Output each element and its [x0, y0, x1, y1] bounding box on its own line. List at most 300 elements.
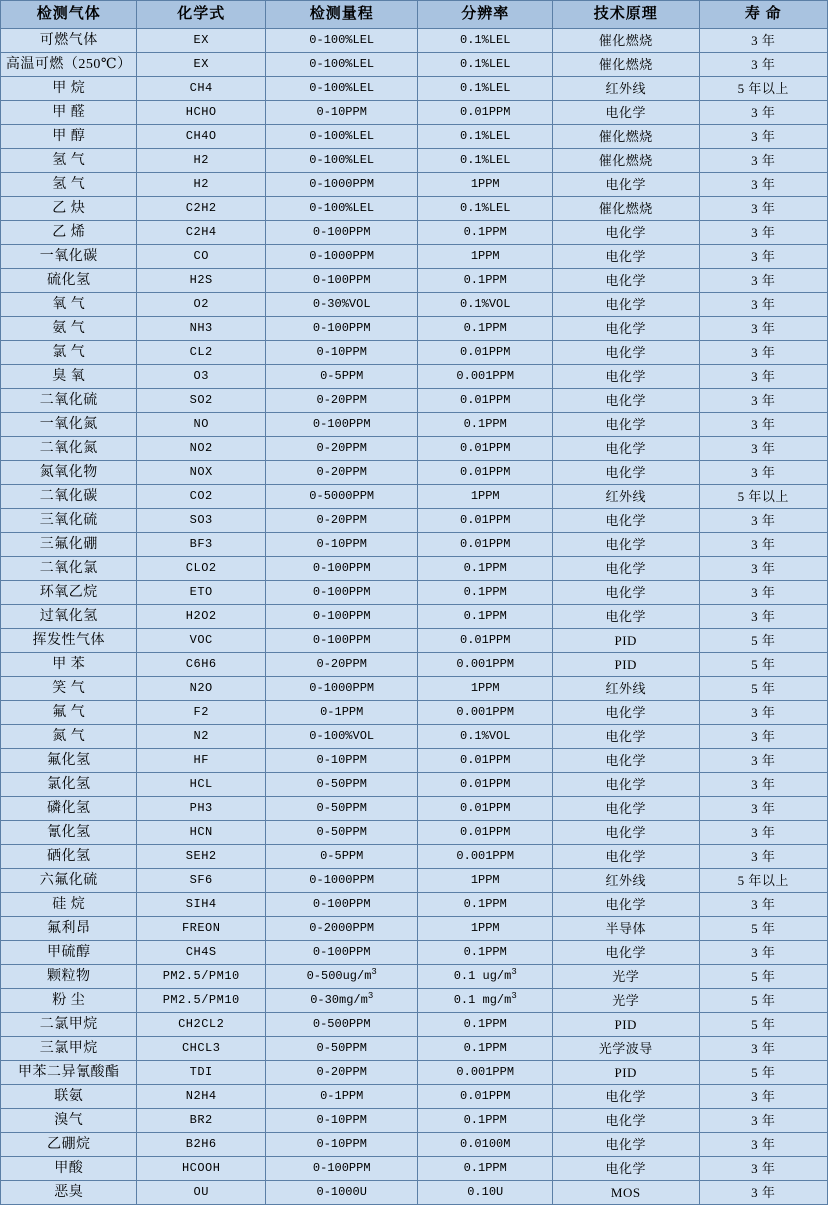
table-row [1, 797, 828, 821]
table-row [1, 989, 828, 1013]
table-row [1, 557, 828, 581]
cell-technology: 电化学 [552, 389, 699, 413]
cell-formula: H2 [137, 173, 265, 197]
cell-resolution: 0.1PPM [418, 317, 552, 341]
cell-range: 0-100PPM [265, 413, 418, 437]
cell-gas-name: 氟 气 [1, 701, 137, 725]
cell-resolution: 0.01PPM [418, 389, 552, 413]
table-row [1, 149, 828, 173]
cell-technology: 红外线 [552, 677, 699, 701]
cell-formula: PM2.5/PM10 [137, 965, 265, 989]
table-row [1, 365, 828, 389]
cell-life: 3 年 [699, 605, 828, 629]
cell-gas-name: 氢 气 [1, 149, 137, 173]
cell-range: 0-20PPM [265, 1061, 418, 1085]
cell-range: 0-100PPM [265, 1157, 418, 1181]
cell-formula: H2 [137, 149, 265, 173]
cell-technology: 电化学 [552, 365, 699, 389]
cell-life: 5 年 [699, 1013, 828, 1037]
table-row [1, 941, 828, 965]
cell-technology: 电化学 [552, 413, 699, 437]
cell-resolution: 0.01PPM [418, 1085, 552, 1109]
cell-technology: 催化燃烧 [552, 197, 699, 221]
table-header-row [1, 1, 828, 29]
cell-resolution: 0.1PPM [418, 1109, 552, 1133]
cell-life: 3 年 [699, 893, 828, 917]
cell-life: 3 年 [699, 413, 828, 437]
cell-technology: 催化燃烧 [552, 53, 699, 77]
cell-life: 3 年 [699, 53, 828, 77]
table-row [1, 677, 828, 701]
cell-range: 0-10PPM [265, 101, 418, 125]
cell-technology: 电化学 [552, 701, 699, 725]
cell-technology: 电化学 [552, 245, 699, 269]
cell-life: 3 年 [699, 1181, 828, 1205]
cell-formula: CHCL3 [137, 1037, 265, 1061]
cell-gas-name: 氯 气 [1, 341, 137, 365]
cell-resolution: 0.001PPM [418, 365, 552, 389]
cell-range: 0-1000PPM [265, 677, 418, 701]
cell-formula: C2H4 [137, 221, 265, 245]
cell-technology: 电化学 [552, 581, 699, 605]
table-row [1, 821, 828, 845]
table-row [1, 725, 828, 749]
cell-range: 0-500PPM [265, 1013, 418, 1037]
cell-life: 3 年 [699, 437, 828, 461]
header-resolution: 分辨率 [418, 1, 552, 29]
table-row [1, 341, 828, 365]
cell-range: 0-10PPM [265, 1109, 418, 1133]
cell-gas-name: 三氯甲烷 [1, 1037, 137, 1061]
cell-range: 0-100%LEL [265, 149, 418, 173]
cell-gas-name: 氢 气 [1, 173, 137, 197]
cell-formula: CH4O [137, 125, 265, 149]
cell-technology: 电化学 [552, 341, 699, 365]
cell-life: 3 年 [699, 557, 828, 581]
cell-range: 0-100%VOL [265, 725, 418, 749]
cell-technology: 红外线 [552, 77, 699, 101]
cell-gas-name: 溴气 [1, 1109, 137, 1133]
cell-resolution: 0.01PPM [418, 341, 552, 365]
cell-technology: 催化燃烧 [552, 29, 699, 53]
cell-formula: H2S [137, 269, 265, 293]
cell-gas-name: 氮氧化物 [1, 461, 137, 485]
cell-resolution: 0.1PPM [418, 941, 552, 965]
cell-life: 3 年 [699, 773, 828, 797]
cell-formula: FREON [137, 917, 265, 941]
cell-resolution: 0.01PPM [418, 101, 552, 125]
cell-technology: 电化学 [552, 461, 699, 485]
cell-gas-name: 甲苯二异氰酸酯 [1, 1061, 137, 1085]
cell-gas-name: 三氧化硫 [1, 509, 137, 533]
table-row [1, 653, 828, 677]
table-row [1, 869, 828, 893]
cell-formula: CO [137, 245, 265, 269]
cell-gas-name: 乙 烯 [1, 221, 137, 245]
cell-life: 3 年 [699, 365, 828, 389]
cell-gas-name: 联氨 [1, 1085, 137, 1109]
cell-formula: SO2 [137, 389, 265, 413]
cell-formula: PM2.5/PM10 [137, 989, 265, 1013]
cell-gas-name: 乙 炔 [1, 197, 137, 221]
cell-formula: PH3 [137, 797, 265, 821]
cell-formula: TDI [137, 1061, 265, 1085]
cell-range: 0-20PPM [265, 509, 418, 533]
cell-gas-name: 氮 气 [1, 725, 137, 749]
cell-resolution: 0.1PPM [418, 269, 552, 293]
cell-gas-name: 挥发性气体 [1, 629, 137, 653]
cell-gas-name: 可燃气体 [1, 29, 137, 53]
cell-range: 0-10PPM [265, 533, 418, 557]
cell-gas-name: 甲 烷 [1, 77, 137, 101]
table-row [1, 581, 828, 605]
cell-gas-name: 二氧化氮 [1, 437, 137, 461]
cell-range: 0-50PPM [265, 821, 418, 845]
table-row [1, 1037, 828, 1061]
table-row [1, 509, 828, 533]
cell-technology: 红外线 [552, 485, 699, 509]
cell-life: 3 年 [699, 1133, 828, 1157]
cell-technology: PID [552, 629, 699, 653]
cell-resolution: 1PPM [418, 485, 552, 509]
cell-formula: NOX [137, 461, 265, 485]
cell-technology: 电化学 [552, 173, 699, 197]
cell-resolution: 1PPM [418, 677, 552, 701]
cell-technology: 电化学 [552, 533, 699, 557]
cell-resolution: 0.1PPM [418, 581, 552, 605]
table-row [1, 461, 828, 485]
cell-technology: 半导体 [552, 917, 699, 941]
cell-gas-name: 三氟化硼 [1, 533, 137, 557]
cell-technology: 电化学 [552, 749, 699, 773]
cell-resolution: 0.1PPM [418, 557, 552, 581]
cell-technology: 光学波导 [552, 1037, 699, 1061]
cell-life: 5 年 [699, 677, 828, 701]
table-body [1, 29, 828, 1205]
cell-resolution: 0.1PPM [418, 893, 552, 917]
table-row [1, 389, 828, 413]
cell-resolution: 0.1PPM [418, 1157, 552, 1181]
cell-formula: N2 [137, 725, 265, 749]
cell-technology: 电化学 [552, 293, 699, 317]
cell-life: 5 年以上 [699, 77, 828, 101]
cell-technology: 电化学 [552, 1085, 699, 1109]
cell-gas-name: 笑 气 [1, 677, 137, 701]
header-gas-name: 检测气体 [1, 1, 137, 29]
cell-resolution: 0.001PPM [418, 845, 552, 869]
cell-range: 0-100PPM [265, 221, 418, 245]
cell-range: 0-30%VOL [265, 293, 418, 317]
cell-range: 0-1000PPM [265, 869, 418, 893]
cell-gas-name: 甲酸 [1, 1157, 137, 1181]
cell-formula: NH3 [137, 317, 265, 341]
cell-resolution: 0.10U [418, 1181, 552, 1205]
cell-technology: 催化燃烧 [552, 149, 699, 173]
cell-life: 3 年 [699, 245, 828, 269]
cell-formula: BR2 [137, 1109, 265, 1133]
cell-gas-name: 二氯甲烷 [1, 1013, 137, 1037]
table-row [1, 605, 828, 629]
cell-technology: 电化学 [552, 845, 699, 869]
cell-formula: NO2 [137, 437, 265, 461]
cell-technology: PID [552, 1013, 699, 1037]
cell-resolution: 0.01PPM [418, 509, 552, 533]
cell-technology: 电化学 [552, 437, 699, 461]
cell-technology: 电化学 [552, 221, 699, 245]
cell-formula: HCOOH [137, 1157, 265, 1181]
cell-technology: 电化学 [552, 1133, 699, 1157]
table-row [1, 1013, 828, 1037]
cell-gas-name: 甲 醛 [1, 101, 137, 125]
cell-resolution: 0.1PPM [418, 413, 552, 437]
cell-gas-name: 甲硫醇 [1, 941, 137, 965]
table-row [1, 893, 828, 917]
cell-life: 3 年 [699, 845, 828, 869]
cell-range: 0-1000U [265, 1181, 418, 1205]
table-row [1, 845, 828, 869]
table-row [1, 1157, 828, 1181]
cell-gas-name: 磷化氢 [1, 797, 137, 821]
cell-gas-name: 硅 烷 [1, 893, 137, 917]
cell-life: 3 年 [699, 941, 828, 965]
cell-formula: HF [137, 749, 265, 773]
cell-technology: 电化学 [552, 893, 699, 917]
table-row [1, 317, 828, 341]
cell-formula: CO2 [137, 485, 265, 509]
cell-resolution: 0.1 $ug/m^3$ [418, 965, 552, 989]
table-row [1, 1133, 828, 1157]
cell-life: 3 年 [699, 1085, 828, 1109]
cell-life: 3 年 [699, 293, 828, 317]
cell-life: 3 年 [699, 581, 828, 605]
cell-life: 3 年 [699, 173, 828, 197]
cell-gas-name: 氧 气 [1, 293, 137, 317]
cell-range: 0-5PPM [265, 365, 418, 389]
table-row [1, 125, 828, 149]
cell-life: 3 年 [699, 125, 828, 149]
cell-range: 0-20PPM [265, 437, 418, 461]
cell-life: 3 年 [699, 1157, 828, 1181]
cell-formula: HCHO [137, 101, 265, 125]
table-row [1, 293, 828, 317]
cell-formula: NO [137, 413, 265, 437]
cell-gas-name: 过氧化氢 [1, 605, 137, 629]
cell-technology: MOS [552, 1181, 699, 1205]
cell-range: 0-1PPM [265, 1085, 418, 1109]
table-row [1, 1181, 828, 1205]
cell-gas-name: 环氧乙烷 [1, 581, 137, 605]
cell-formula: SF6 [137, 869, 265, 893]
cell-formula: O2 [137, 293, 265, 317]
table-row [1, 701, 828, 725]
cell-gas-name: 硫化氢 [1, 269, 137, 293]
cell-resolution: 0.1%VOL [418, 293, 552, 317]
cell-resolution: 0.001PPM [418, 1061, 552, 1085]
cell-formula: VOC [137, 629, 265, 653]
table-row [1, 53, 828, 77]
cell-formula: SO3 [137, 509, 265, 533]
cell-technology: 电化学 [552, 1157, 699, 1181]
cell-resolution: 0.01PPM [418, 773, 552, 797]
cell-formula: O3 [137, 365, 265, 389]
cell-gas-name: 高温可燃（250℃） [1, 53, 137, 77]
cell-gas-name: 颗粒物 [1, 965, 137, 989]
cell-formula: EX [137, 29, 265, 53]
cell-technology: 电化学 [552, 821, 699, 845]
cell-life: 3 年 [699, 341, 828, 365]
cell-gas-name: 氟利昂 [1, 917, 137, 941]
cell-range: 0-100PPM [265, 893, 418, 917]
cell-formula: CH2CL2 [137, 1013, 265, 1037]
cell-life: 3 年 [699, 821, 828, 845]
cell-range: 0-100PPM [265, 557, 418, 581]
cell-technology: 电化学 [552, 773, 699, 797]
table-row [1, 1085, 828, 1109]
cell-resolution: 0.1%LEL [418, 77, 552, 101]
cell-life: 3 年 [699, 533, 828, 557]
cell-range: $0-30mg/m^3$ [265, 989, 418, 1013]
cell-life: 3 年 [699, 749, 828, 773]
cell-resolution: 1PPM [418, 869, 552, 893]
cell-range: 0-20PPM [265, 389, 418, 413]
cell-range: 0-100%LEL [265, 77, 418, 101]
table-row [1, 413, 828, 437]
cell-life: 3 年 [699, 197, 828, 221]
cell-range: 0-5000PPM [265, 485, 418, 509]
cell-resolution: 0.1%LEL [418, 197, 552, 221]
cell-life: 5 年 [699, 989, 828, 1013]
cell-formula: B2H6 [137, 1133, 265, 1157]
cell-technology: 光学 [552, 965, 699, 989]
cell-range: 0-100PPM [265, 269, 418, 293]
cell-technology: 电化学 [552, 941, 699, 965]
cell-technology: 电化学 [552, 605, 699, 629]
cell-range: $0-500ug/m^3$ [265, 965, 418, 989]
cell-range: 0-100PPM [265, 581, 418, 605]
header-formula: 化学式 [137, 1, 265, 29]
cell-range: 0-100%LEL [265, 197, 418, 221]
cell-range: 0-2000PPM [265, 917, 418, 941]
cell-formula: N2H4 [137, 1085, 265, 1109]
table-row [1, 197, 828, 221]
cell-resolution: 1PPM [418, 917, 552, 941]
table-row [1, 533, 828, 557]
header-life: 寿 命 [699, 1, 828, 29]
cell-life: 5 年 [699, 1061, 828, 1085]
cell-formula: CH4 [137, 77, 265, 101]
cell-life: 3 年 [699, 101, 828, 125]
cell-life: 5 年 [699, 629, 828, 653]
cell-resolution: 0.0100M [418, 1133, 552, 1157]
cell-life: 5 年 [699, 653, 828, 677]
cell-resolution: 0.01PPM [418, 437, 552, 461]
cell-formula: C6H6 [137, 653, 265, 677]
table-row [1, 29, 828, 53]
cell-range: 0-10PPM [265, 1133, 418, 1157]
table-row [1, 269, 828, 293]
cell-life: 3 年 [699, 509, 828, 533]
table-row [1, 965, 828, 989]
cell-gas-name: 恶臭 [1, 1181, 137, 1205]
cell-technology: 光学 [552, 989, 699, 1013]
cell-formula: N2O [137, 677, 265, 701]
table-row [1, 749, 828, 773]
cell-life: 3 年 [699, 461, 828, 485]
cell-formula: SEH2 [137, 845, 265, 869]
cell-resolution: 0.1%LEL [418, 53, 552, 77]
table-row [1, 1061, 828, 1085]
cell-resolution: 0.01PPM [418, 533, 552, 557]
header-technology: 技术原理 [552, 1, 699, 29]
cell-gas-name: 一氧化碳 [1, 245, 137, 269]
cell-range: 0-50PPM [265, 1037, 418, 1061]
cell-life: 3 年 [699, 797, 828, 821]
cell-range: 0-1000PPM [265, 245, 418, 269]
cell-technology: 电化学 [552, 509, 699, 533]
cell-formula: ETO [137, 581, 265, 605]
cell-technology: 电化学 [552, 725, 699, 749]
header-range: 检测量程 [265, 1, 418, 29]
cell-resolution: 0.1PPM [418, 605, 552, 629]
cell-life: 3 年 [699, 221, 828, 245]
table-row [1, 485, 828, 509]
cell-resolution: 0.1 $mg/m^3$ [418, 989, 552, 1013]
cell-life: 5 年 [699, 965, 828, 989]
cell-resolution: 0.1PPM [418, 1013, 552, 1037]
cell-formula: CL2 [137, 341, 265, 365]
table-row [1, 245, 828, 269]
table-row [1, 173, 828, 197]
cell-range: 0-10PPM [265, 749, 418, 773]
cell-technology: 电化学 [552, 1109, 699, 1133]
cell-range: 0-5PPM [265, 845, 418, 869]
cell-formula: F2 [137, 701, 265, 725]
cell-gas-name: 粉 尘 [1, 989, 137, 1013]
cell-resolution: 0.01PPM [418, 749, 552, 773]
cell-resolution: 0.01PPM [418, 821, 552, 845]
cell-technology: 电化学 [552, 101, 699, 125]
cell-range: 0-1PPM [265, 701, 418, 725]
cell-life: 5 年以上 [699, 869, 828, 893]
cell-formula: BF3 [137, 533, 265, 557]
cell-technology: PID [552, 1061, 699, 1085]
cell-range: 0-50PPM [265, 797, 418, 821]
cell-range: 0-10PPM [265, 341, 418, 365]
cell-gas-name: 二氧化硫 [1, 389, 137, 413]
cell-life: 3 年 [699, 1037, 828, 1061]
cell-range: 0-100%LEL [265, 29, 418, 53]
cell-resolution: 0.1PPM [418, 221, 552, 245]
cell-gas-name: 氟化氢 [1, 749, 137, 773]
cell-resolution: 0.01PPM [418, 797, 552, 821]
cell-technology: 电化学 [552, 317, 699, 341]
cell-gas-name: 二氧化氯 [1, 557, 137, 581]
cell-life: 5 年以上 [699, 485, 828, 509]
table-row [1, 221, 828, 245]
cell-gas-name: 六氟化硫 [1, 869, 137, 893]
cell-resolution: 0.01PPM [418, 461, 552, 485]
cell-formula: HCL [137, 773, 265, 797]
cell-gas-name: 氨 气 [1, 317, 137, 341]
cell-life: 3 年 [699, 725, 828, 749]
cell-technology: 催化燃烧 [552, 125, 699, 149]
cell-resolution: 0.1%LEL [418, 149, 552, 173]
cell-range: 0-20PPM [265, 461, 418, 485]
cell-resolution: 0.1%LEL [418, 29, 552, 53]
cell-resolution: 0.001PPM [418, 653, 552, 677]
cell-formula: SIH4 [137, 893, 265, 917]
table-row [1, 437, 828, 461]
